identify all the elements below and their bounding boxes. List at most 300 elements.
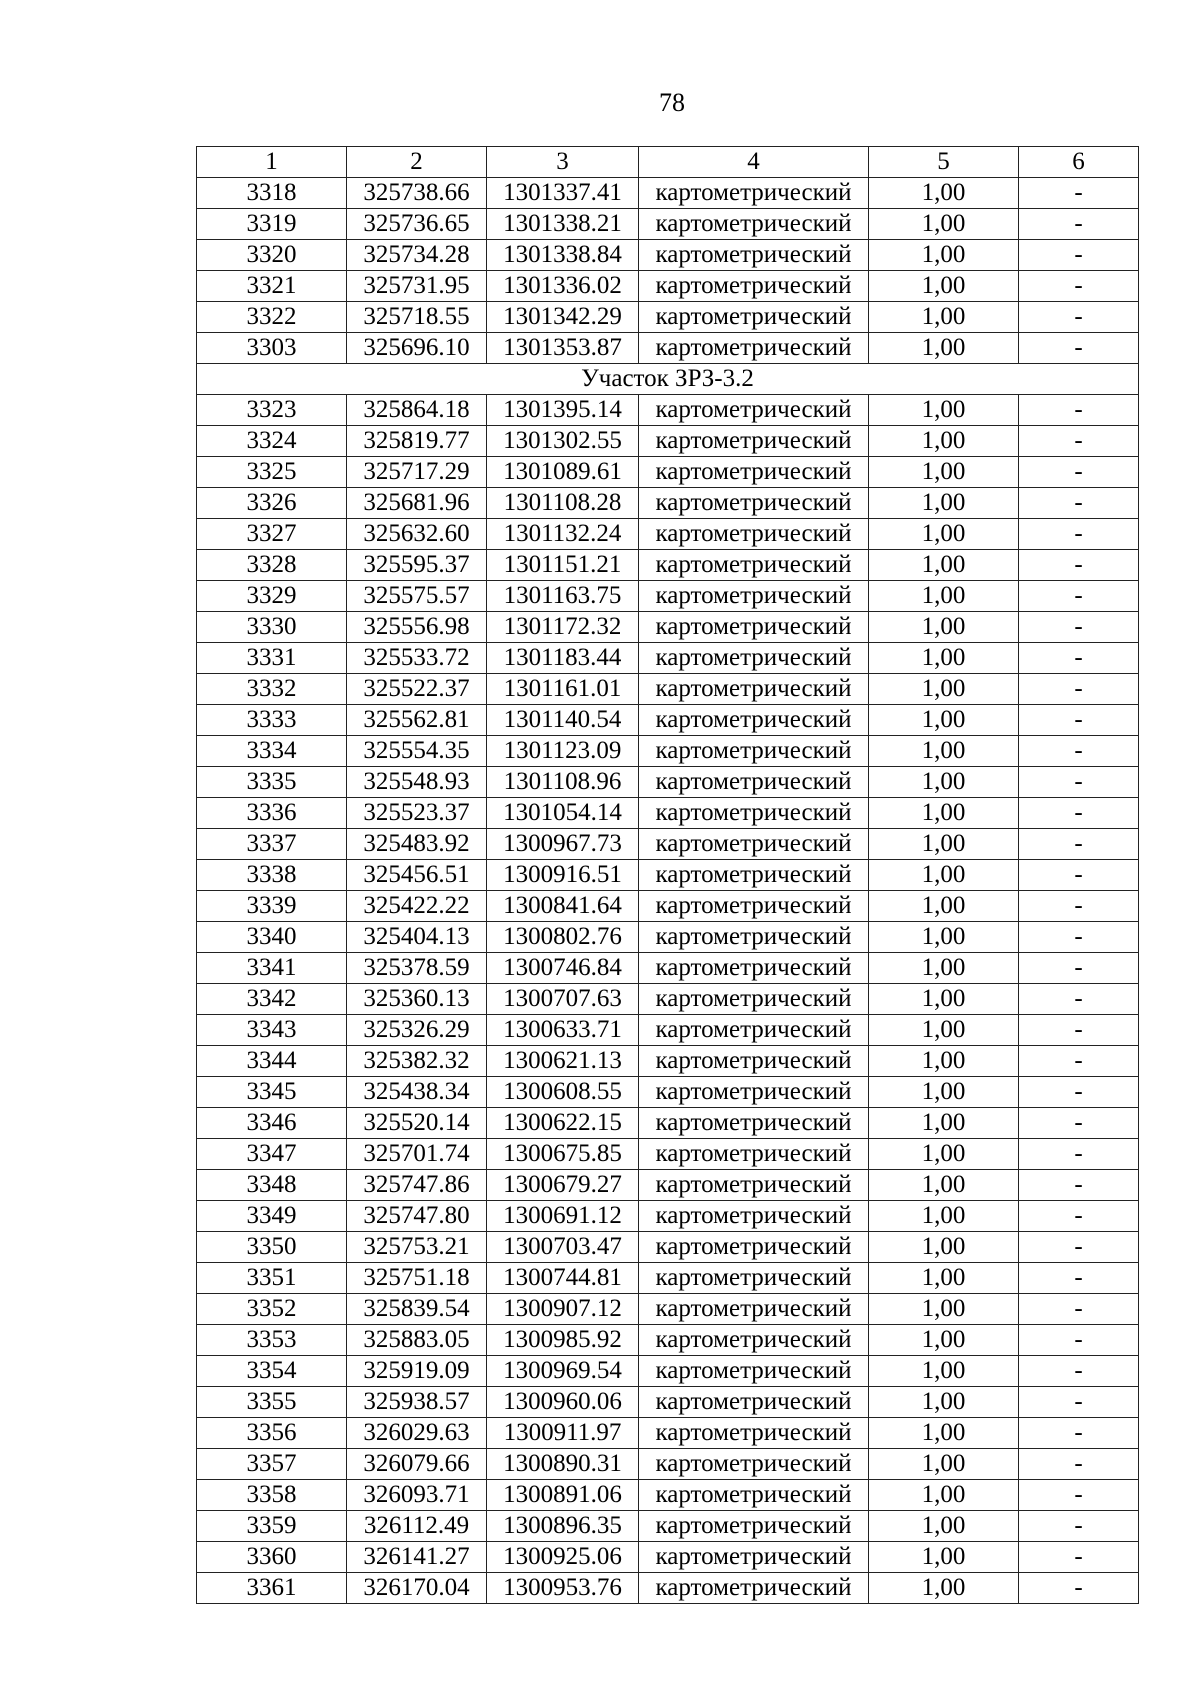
cell-coord-y: 1301172.32 <box>487 612 639 643</box>
table-row <box>197 1325 1139 1356</box>
cell-note: - <box>1019 1139 1139 1170</box>
cell-coord-x: 325456.51 <box>347 860 487 891</box>
table-row <box>197 953 1139 984</box>
table-row <box>197 209 1139 240</box>
cell-coord-y: 1301337.41 <box>487 178 639 209</box>
cell-coord-y: 1300608.55 <box>487 1077 639 1108</box>
cell-accuracy: 1,00 <box>869 519 1019 550</box>
cell-accuracy: 1,00 <box>869 984 1019 1015</box>
cell-method: картометрический <box>639 1170 869 1201</box>
cell-point-number: 3320 <box>197 240 347 271</box>
table-row <box>197 426 1139 457</box>
cell-point-number: 3339 <box>197 891 347 922</box>
cell-point-number: 3338 <box>197 860 347 891</box>
rows-before-section <box>197 178 1139 364</box>
page-number: 78 <box>659 88 685 117</box>
cell-coord-x: 325938.57 <box>347 1387 487 1418</box>
cell-point-number: 3361 <box>197 1573 347 1604</box>
table-row <box>197 984 1139 1015</box>
cell-note: - <box>1019 1108 1139 1139</box>
cell-method: картометрический <box>639 1480 869 1511</box>
cell-accuracy: 1,00 <box>869 271 1019 302</box>
cell-coord-x: 325520.14 <box>347 1108 487 1139</box>
table-row <box>197 891 1139 922</box>
section-title: Участок ЗРЗ-3.2 <box>197 364 1139 395</box>
cell-point-number: 3346 <box>197 1108 347 1139</box>
table-row <box>197 1077 1139 1108</box>
cell-coord-y: 1301089.61 <box>487 457 639 488</box>
cell-accuracy: 1,00 <box>869 736 1019 767</box>
cell-method: картометрический <box>639 581 869 612</box>
cell-point-number: 3334 <box>197 736 347 767</box>
cell-coord-y: 1300960.06 <box>487 1387 639 1418</box>
cell-coord-x: 325839.54 <box>347 1294 487 1325</box>
table-row <box>197 178 1139 209</box>
cell-method: картометрический <box>639 426 869 457</box>
cell-coord-y: 1301108.28 <box>487 488 639 519</box>
cell-method: картометрический <box>639 1418 869 1449</box>
cell-accuracy: 1,00 <box>869 798 1019 829</box>
cell-accuracy: 1,00 <box>869 612 1019 643</box>
cell-point-number: 3329 <box>197 581 347 612</box>
section-group <box>197 364 1139 395</box>
header-cell-2: 2 <box>347 147 487 178</box>
cell-coord-x: 325422.22 <box>347 891 487 922</box>
cell-accuracy: 1,00 <box>869 1139 1019 1170</box>
cell-coord-y: 1300622.15 <box>487 1108 639 1139</box>
table-row <box>197 1232 1139 1263</box>
cell-point-number: 3340 <box>197 922 347 953</box>
cell-coord-x: 325575.57 <box>347 581 487 612</box>
cell-note: - <box>1019 1449 1139 1480</box>
cell-method: картометрический <box>639 798 869 829</box>
cell-accuracy: 1,00 <box>869 953 1019 984</box>
cell-point-number: 3303 <box>197 333 347 364</box>
table-row <box>197 1015 1139 1046</box>
cell-coord-x: 325734.28 <box>347 240 487 271</box>
cell-point-number: 3359 <box>197 1511 347 1542</box>
cell-coord-y: 1301108.96 <box>487 767 639 798</box>
table-row <box>197 519 1139 550</box>
header-cell-6: 6 <box>1019 147 1139 178</box>
table-row <box>197 1449 1139 1480</box>
cell-note: - <box>1019 1356 1139 1387</box>
cell-point-number: 3326 <box>197 488 347 519</box>
cell-coord-y: 1301338.21 <box>487 209 639 240</box>
cell-method: картометрический <box>639 612 869 643</box>
cell-method: картометрический <box>639 1573 869 1604</box>
cell-method: картометрический <box>639 1511 869 1542</box>
cell-note: - <box>1019 1387 1139 1418</box>
cell-coord-x: 325883.05 <box>347 1325 487 1356</box>
cell-accuracy: 1,00 <box>869 1294 1019 1325</box>
cell-note: - <box>1019 1418 1139 1449</box>
table-row <box>197 1511 1139 1542</box>
table-header <box>197 147 1139 178</box>
cell-coord-y: 1301140.54 <box>487 705 639 736</box>
cell-coord-x: 325696.10 <box>347 333 487 364</box>
cell-coord-y: 1300891.06 <box>487 1480 639 1511</box>
cell-note: - <box>1019 271 1139 302</box>
cell-note: - <box>1019 1046 1139 1077</box>
cell-accuracy: 1,00 <box>869 1201 1019 1232</box>
cell-coord-y: 1301161.01 <box>487 674 639 705</box>
cell-point-number: 3319 <box>197 209 347 240</box>
cell-coord-x: 325326.29 <box>347 1015 487 1046</box>
cell-point-number: 3344 <box>197 1046 347 1077</box>
cell-note: - <box>1019 488 1139 519</box>
cell-coord-y: 1301163.75 <box>487 581 639 612</box>
cell-coord-x: 325483.92 <box>347 829 487 860</box>
cell-accuracy: 1,00 <box>869 829 1019 860</box>
cell-method: картометрический <box>639 705 869 736</box>
cell-note: - <box>1019 1201 1139 1232</box>
header-cell-4: 4 <box>639 147 869 178</box>
cell-coord-y: 1300925.06 <box>487 1542 639 1573</box>
cell-note: - <box>1019 705 1139 736</box>
cell-accuracy: 1,00 <box>869 395 1019 426</box>
cell-point-number: 3322 <box>197 302 347 333</box>
table-row <box>197 674 1139 705</box>
cell-coord-x: 325731.95 <box>347 271 487 302</box>
cell-method: картометрический <box>639 1542 869 1573</box>
cell-method: картометрический <box>639 302 869 333</box>
cell-note: - <box>1019 643 1139 674</box>
cell-note: - <box>1019 1294 1139 1325</box>
table-row <box>197 395 1139 426</box>
cell-accuracy: 1,00 <box>869 1232 1019 1263</box>
cell-note: - <box>1019 1077 1139 1108</box>
cell-point-number: 3347 <box>197 1139 347 1170</box>
cell-coord-y: 1300703.47 <box>487 1232 639 1263</box>
cell-coord-y: 1301302.55 <box>487 426 639 457</box>
cell-accuracy: 1,00 <box>869 1542 1019 1573</box>
cell-method: картометрический <box>639 1294 869 1325</box>
cell-coord-x: 325736.65 <box>347 209 487 240</box>
cell-point-number: 3351 <box>197 1263 347 1294</box>
cell-note: - <box>1019 922 1139 953</box>
cell-accuracy: 1,00 <box>869 1356 1019 1387</box>
cell-coord-y: 1300691.12 <box>487 1201 639 1232</box>
cell-note: - <box>1019 519 1139 550</box>
cell-accuracy: 1,00 <box>869 860 1019 891</box>
cell-coord-x: 325919.09 <box>347 1356 487 1387</box>
table-row <box>197 922 1139 953</box>
table-row <box>197 860 1139 891</box>
cell-accuracy: 1,00 <box>869 1449 1019 1480</box>
table-row <box>197 612 1139 643</box>
cell-accuracy: 1,00 <box>869 209 1019 240</box>
cell-accuracy: 1,00 <box>869 891 1019 922</box>
cell-accuracy: 1,00 <box>869 457 1019 488</box>
cell-coord-y: 1301151.21 <box>487 550 639 581</box>
cell-coord-y: 1300679.27 <box>487 1170 639 1201</box>
cell-note: - <box>1019 736 1139 767</box>
cell-point-number: 3332 <box>197 674 347 705</box>
cell-accuracy: 1,00 <box>869 922 1019 953</box>
cell-method: картометрический <box>639 1015 869 1046</box>
table-row <box>197 1294 1139 1325</box>
cell-note: - <box>1019 829 1139 860</box>
cell-coord-x: 325382.32 <box>347 1046 487 1077</box>
coordinates-table <box>196 146 1139 1604</box>
cell-method: картометрический <box>639 1263 869 1294</box>
cell-note: - <box>1019 457 1139 488</box>
cell-point-number: 3335 <box>197 767 347 798</box>
cell-coord-y: 1300967.73 <box>487 829 639 860</box>
cell-coord-y: 1300907.12 <box>487 1294 639 1325</box>
table-row <box>197 240 1139 271</box>
cell-method: картометрический <box>639 550 869 581</box>
cell-coord-y: 1300621.13 <box>487 1046 639 1077</box>
cell-coord-x: 326079.66 <box>347 1449 487 1480</box>
cell-coord-x: 325533.72 <box>347 643 487 674</box>
cell-coord-y: 1301338.84 <box>487 240 639 271</box>
cell-point-number: 3318 <box>197 178 347 209</box>
cell-method: картометрический <box>639 860 869 891</box>
cell-method: картометрический <box>639 519 869 550</box>
cell-coord-y: 1301342.29 <box>487 302 639 333</box>
cell-method: картометрический <box>639 457 869 488</box>
cell-coord-y: 1301054.14 <box>487 798 639 829</box>
cell-accuracy: 1,00 <box>869 1077 1019 1108</box>
cell-coord-x: 326170.04 <box>347 1573 487 1604</box>
cell-coord-x: 325681.96 <box>347 488 487 519</box>
cell-point-number: 3323 <box>197 395 347 426</box>
cell-coord-y: 1300969.54 <box>487 1356 639 1387</box>
cell-note: - <box>1019 953 1139 984</box>
table-row <box>197 1170 1139 1201</box>
cell-coord-y: 1300911.97 <box>487 1418 639 1449</box>
cell-point-number: 3345 <box>197 1077 347 1108</box>
cell-coord-y: 1300953.76 <box>487 1573 639 1604</box>
cell-point-number: 3352 <box>197 1294 347 1325</box>
cell-point-number: 3324 <box>197 426 347 457</box>
cell-coord-x: 325747.80 <box>347 1201 487 1232</box>
header-cell-5: 5 <box>869 147 1019 178</box>
cell-accuracy: 1,00 <box>869 643 1019 674</box>
cell-method: картометрический <box>639 922 869 953</box>
cell-coord-y: 1300633.71 <box>487 1015 639 1046</box>
cell-accuracy: 1,00 <box>869 1418 1019 1449</box>
cell-note: - <box>1019 891 1139 922</box>
section-row <box>197 364 1139 395</box>
cell-accuracy: 1,00 <box>869 1170 1019 1201</box>
cell-note: - <box>1019 1480 1139 1511</box>
cell-method: картометрический <box>639 736 869 767</box>
cell-note: - <box>1019 1170 1139 1201</box>
cell-accuracy: 1,00 <box>869 1015 1019 1046</box>
table-row <box>197 302 1139 333</box>
cell-coord-x: 325522.37 <box>347 674 487 705</box>
cell-method: картометрический <box>639 767 869 798</box>
cell-coord-x: 325747.86 <box>347 1170 487 1201</box>
table-row <box>197 643 1139 674</box>
table-row <box>197 550 1139 581</box>
cell-method: картометрический <box>639 643 869 674</box>
cell-method: картометрический <box>639 209 869 240</box>
header-row <box>197 147 1139 178</box>
cell-accuracy: 1,00 <box>869 767 1019 798</box>
cell-accuracy: 1,00 <box>869 1480 1019 1511</box>
cell-point-number: 3356 <box>197 1418 347 1449</box>
table-row <box>197 1387 1139 1418</box>
cell-note: - <box>1019 1542 1139 1573</box>
cell-coord-y: 1300707.63 <box>487 984 639 1015</box>
cell-method: картометрический <box>639 891 869 922</box>
cell-note: - <box>1019 1511 1139 1542</box>
table-row <box>197 705 1139 736</box>
cell-point-number: 3354 <box>197 1356 347 1387</box>
cell-point-number: 3333 <box>197 705 347 736</box>
cell-note: - <box>1019 209 1139 240</box>
cell-coord-x: 325548.93 <box>347 767 487 798</box>
cell-note: - <box>1019 674 1139 705</box>
cell-note: - <box>1019 612 1139 643</box>
cell-method: картометрический <box>639 953 869 984</box>
cell-accuracy: 1,00 <box>869 1325 1019 1356</box>
cell-coord-x: 325751.18 <box>347 1263 487 1294</box>
cell-method: картометрический <box>639 271 869 302</box>
cell-coord-x: 325523.37 <box>347 798 487 829</box>
cell-coord-x: 325378.59 <box>347 953 487 984</box>
cell-point-number: 3353 <box>197 1325 347 1356</box>
cell-method: картометрический <box>639 1356 869 1387</box>
cell-coord-y: 1301336.02 <box>487 271 639 302</box>
cell-coord-x: 325595.37 <box>347 550 487 581</box>
cell-note: - <box>1019 984 1139 1015</box>
cell-point-number: 3327 <box>197 519 347 550</box>
cell-coord-y: 1300746.84 <box>487 953 639 984</box>
cell-note: - <box>1019 333 1139 364</box>
cell-method: картометрический <box>639 333 869 364</box>
cell-accuracy: 1,00 <box>869 1573 1019 1604</box>
cell-method: картометрический <box>639 1046 869 1077</box>
table-row <box>197 1480 1139 1511</box>
cell-accuracy: 1,00 <box>869 178 1019 209</box>
cell-coord-x: 325753.21 <box>347 1232 487 1263</box>
cell-coord-y: 1300896.35 <box>487 1511 639 1542</box>
cell-note: - <box>1019 581 1139 612</box>
cell-point-number: 3360 <box>197 1542 347 1573</box>
cell-note: - <box>1019 240 1139 271</box>
cell-method: картометрический <box>639 1449 869 1480</box>
table-row <box>197 581 1139 612</box>
cell-note: - <box>1019 798 1139 829</box>
cell-coord-x: 326093.71 <box>347 1480 487 1511</box>
cell-accuracy: 1,00 <box>869 705 1019 736</box>
cell-coord-x: 325632.60 <box>347 519 487 550</box>
cell-accuracy: 1,00 <box>869 581 1019 612</box>
cell-point-number: 3330 <box>197 612 347 643</box>
cell-coord-x: 325738.66 <box>347 178 487 209</box>
cell-coord-y: 1300890.31 <box>487 1449 639 1480</box>
table-row <box>197 1201 1139 1232</box>
cell-coord-x: 326112.49 <box>347 1511 487 1542</box>
cell-coord-y: 1301123.09 <box>487 736 639 767</box>
table-row <box>197 1108 1139 1139</box>
table-row <box>197 798 1139 829</box>
table-row <box>197 1046 1139 1077</box>
cell-method: картометрический <box>639 395 869 426</box>
cell-method: картометрический <box>639 178 869 209</box>
cell-coord-x: 325701.74 <box>347 1139 487 1170</box>
cell-point-number: 3358 <box>197 1480 347 1511</box>
cell-coord-x: 325864.18 <box>347 395 487 426</box>
cell-coord-x: 325556.98 <box>347 612 487 643</box>
cell-point-number: 3325 <box>197 457 347 488</box>
cell-method: картометрический <box>639 240 869 271</box>
table-row <box>197 767 1139 798</box>
cell-coord-x: 325360.13 <box>347 984 487 1015</box>
cell-method: картометрический <box>639 488 869 519</box>
cell-coord-x: 326141.27 <box>347 1542 487 1573</box>
cell-method: картометрический <box>639 1077 869 1108</box>
cell-accuracy: 1,00 <box>869 674 1019 705</box>
cell-method: картометрический <box>639 1139 869 1170</box>
table-row <box>197 736 1139 767</box>
cell-coord-y: 1300985.92 <box>487 1325 639 1356</box>
cell-point-number: 3341 <box>197 953 347 984</box>
cell-note: - <box>1019 1263 1139 1294</box>
cell-note: - <box>1019 1573 1139 1604</box>
cell-coord-y: 1300675.85 <box>487 1139 639 1170</box>
cell-note: - <box>1019 1015 1139 1046</box>
cell-point-number: 3342 <box>197 984 347 1015</box>
cell-point-number: 3343 <box>197 1015 347 1046</box>
cell-method: картометрический <box>639 1325 869 1356</box>
cell-coord-y: 1301183.44 <box>487 643 639 674</box>
cell-point-number: 3331 <box>197 643 347 674</box>
table-row <box>197 1356 1139 1387</box>
cell-accuracy: 1,00 <box>869 333 1019 364</box>
cell-point-number: 3336 <box>197 798 347 829</box>
cell-method: картометрический <box>639 829 869 860</box>
cell-note: - <box>1019 1325 1139 1356</box>
cell-point-number: 3328 <box>197 550 347 581</box>
header-cell-1: 1 <box>197 147 347 178</box>
cell-method: картометрический <box>639 1232 869 1263</box>
table-row <box>197 1418 1139 1449</box>
cell-point-number: 3348 <box>197 1170 347 1201</box>
cell-coord-x: 325562.81 <box>347 705 487 736</box>
cell-accuracy: 1,00 <box>869 488 1019 519</box>
table-row <box>197 271 1139 302</box>
cell-method: картометрический <box>639 984 869 1015</box>
cell-note: - <box>1019 860 1139 891</box>
cell-accuracy: 1,00 <box>869 1387 1019 1418</box>
cell-accuracy: 1,00 <box>869 302 1019 333</box>
cell-point-number: 3357 <box>197 1449 347 1480</box>
table-row <box>197 1139 1139 1170</box>
cell-coord-y: 1301132.24 <box>487 519 639 550</box>
cell-coord-x: 325404.13 <box>347 922 487 953</box>
cell-note: - <box>1019 302 1139 333</box>
cell-accuracy: 1,00 <box>869 550 1019 581</box>
cell-accuracy: 1,00 <box>869 1108 1019 1139</box>
table-row <box>197 1263 1139 1294</box>
cell-coord-x: 325554.35 <box>347 736 487 767</box>
cell-method: картометрический <box>639 674 869 705</box>
cell-method: картометрический <box>639 1201 869 1232</box>
cell-note: - <box>1019 550 1139 581</box>
cell-accuracy: 1,00 <box>869 1511 1019 1542</box>
cell-coord-y: 1300841.64 <box>487 891 639 922</box>
table-row <box>197 1542 1139 1573</box>
table-row <box>197 488 1139 519</box>
cell-accuracy: 1,00 <box>869 1046 1019 1077</box>
header-cell-3: 3 <box>487 147 639 178</box>
